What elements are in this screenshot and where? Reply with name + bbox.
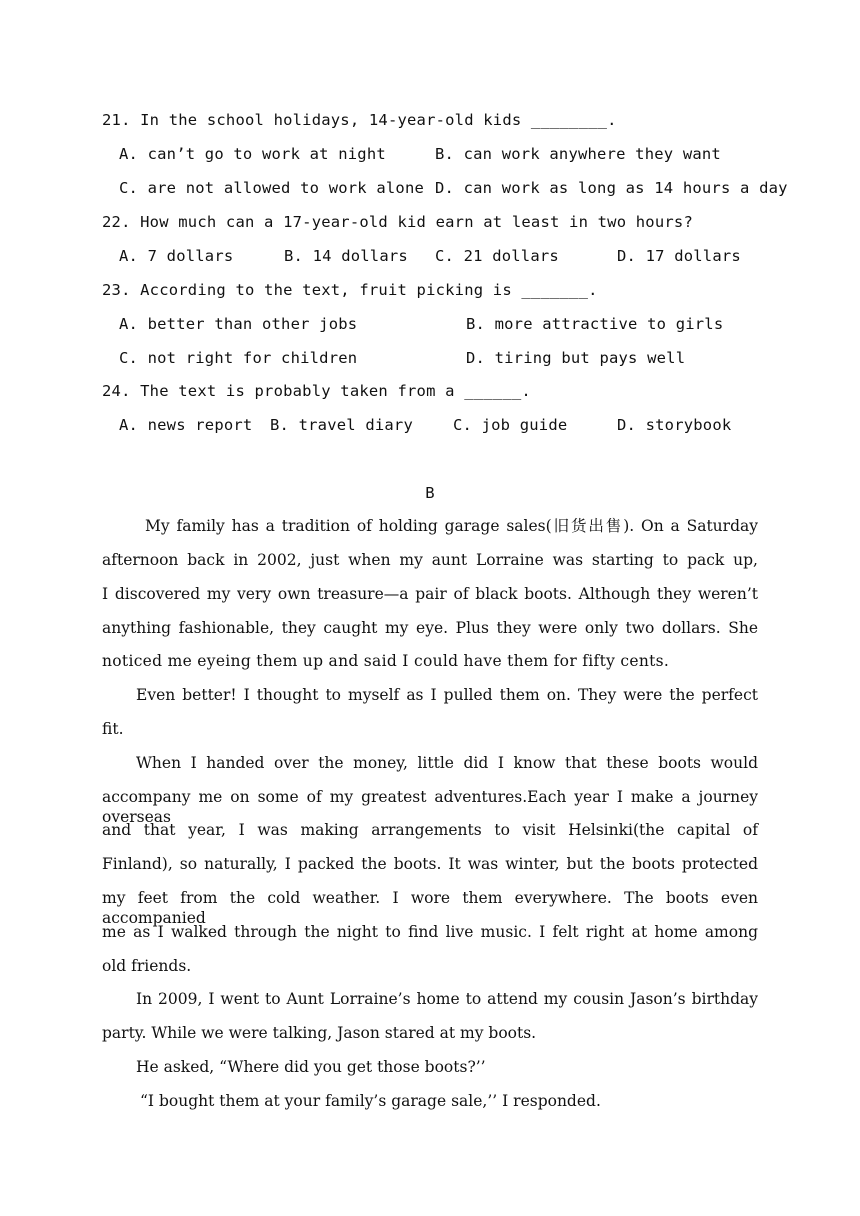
question-21-stem: 21. In the school holidays, 14-year-old kids ________. xyxy=(102,111,617,129)
question-22-option-c: C. 21 dollars xyxy=(435,247,559,265)
passage-line: old friends. xyxy=(102,957,192,975)
passage-line: party. While we were talking, Jason stared at my boots. xyxy=(102,1024,537,1042)
passage-line: me as I walked through the night to find live music. I felt right at home among xyxy=(102,923,758,941)
question-24-option-b: B. travel diary xyxy=(270,416,413,434)
passage-line: my feet from the cold weather. I wore them everywhere. The boots even accompanied xyxy=(102,889,758,927)
passage-line: accompany me on some of my greatest adventures.Each year I make a journey overseas xyxy=(102,788,758,826)
passage-line: He asked, “Where did you get those boots?’’ xyxy=(136,1058,486,1076)
passage-line: I discovered my very own treasure—a pair of black boots. Although they weren’t xyxy=(102,585,758,603)
question-22-option-a: A. 7 dollars xyxy=(119,247,234,265)
question-21-option-a: A. can’t go to work at night xyxy=(119,145,386,163)
passage-line: In 2009, I went to Aunt Lorraine’s home to attend my cousin Jason’s birthday xyxy=(136,990,758,1008)
question-23-option-c: C. not right for children xyxy=(119,349,358,367)
question-24-option-a: A. news report xyxy=(119,416,253,434)
question-24-option-d: D. storybook xyxy=(617,416,732,434)
passage-line: noticed me eyeing them up and said I could have them for fifty cents. xyxy=(102,652,670,670)
passage-line: afternoon back in 2002, just when my aunt Lorraine was starting to pack up, xyxy=(102,551,758,569)
question-21-option-d: D. can work as long as 14 hours a day xyxy=(435,179,788,197)
passage-line: Finland), so naturally, I packed the boots. It was winter, but the boots protected xyxy=(102,855,758,873)
question-24-option-c: C. job guide xyxy=(453,416,568,434)
passage-line: When I handed over the money, little did I know that these boots would xyxy=(136,754,758,772)
passage-line: and that year, I was making arrangements to visit Helsinki(the capital of xyxy=(102,821,758,839)
question-21-option-c: C. are not allowed to work alone xyxy=(119,179,425,197)
question-21-option-b: B. can work anywhere they want xyxy=(435,145,721,163)
passage-line: fit. xyxy=(102,720,124,738)
section-label: B xyxy=(425,484,435,502)
question-23-option-d: D. tiring but pays well xyxy=(466,349,686,367)
question-23-option-a: A. better than other jobs xyxy=(119,315,358,333)
question-24-stem: 24. The text is probably taken from a ______. xyxy=(102,382,531,400)
question-23-stem: 23. According to the text, fruit picking is _______. xyxy=(102,281,598,299)
passage-line: anything fashionable, they caught my eye. Plus they were only two dollars. She xyxy=(102,619,758,637)
passage-line: Even better! I thought to myself as I pulled them on. They were the perfect xyxy=(136,686,758,704)
question-22-option-d: D. 17 dollars xyxy=(617,247,741,265)
question-23-option-b: B. more attractive to girls xyxy=(466,315,724,333)
passage-line: My family has a tradition of holding garage sales(旧货出售). On a Saturday xyxy=(145,517,758,535)
question-22-stem: 22. How much can a 17-year-old kid earn at least in two hours? xyxy=(102,213,693,231)
passage-line: “I bought them at your family’s garage sale,’’ I responded. xyxy=(140,1092,601,1110)
question-22-option-b: B. 14 dollars xyxy=(284,247,408,265)
